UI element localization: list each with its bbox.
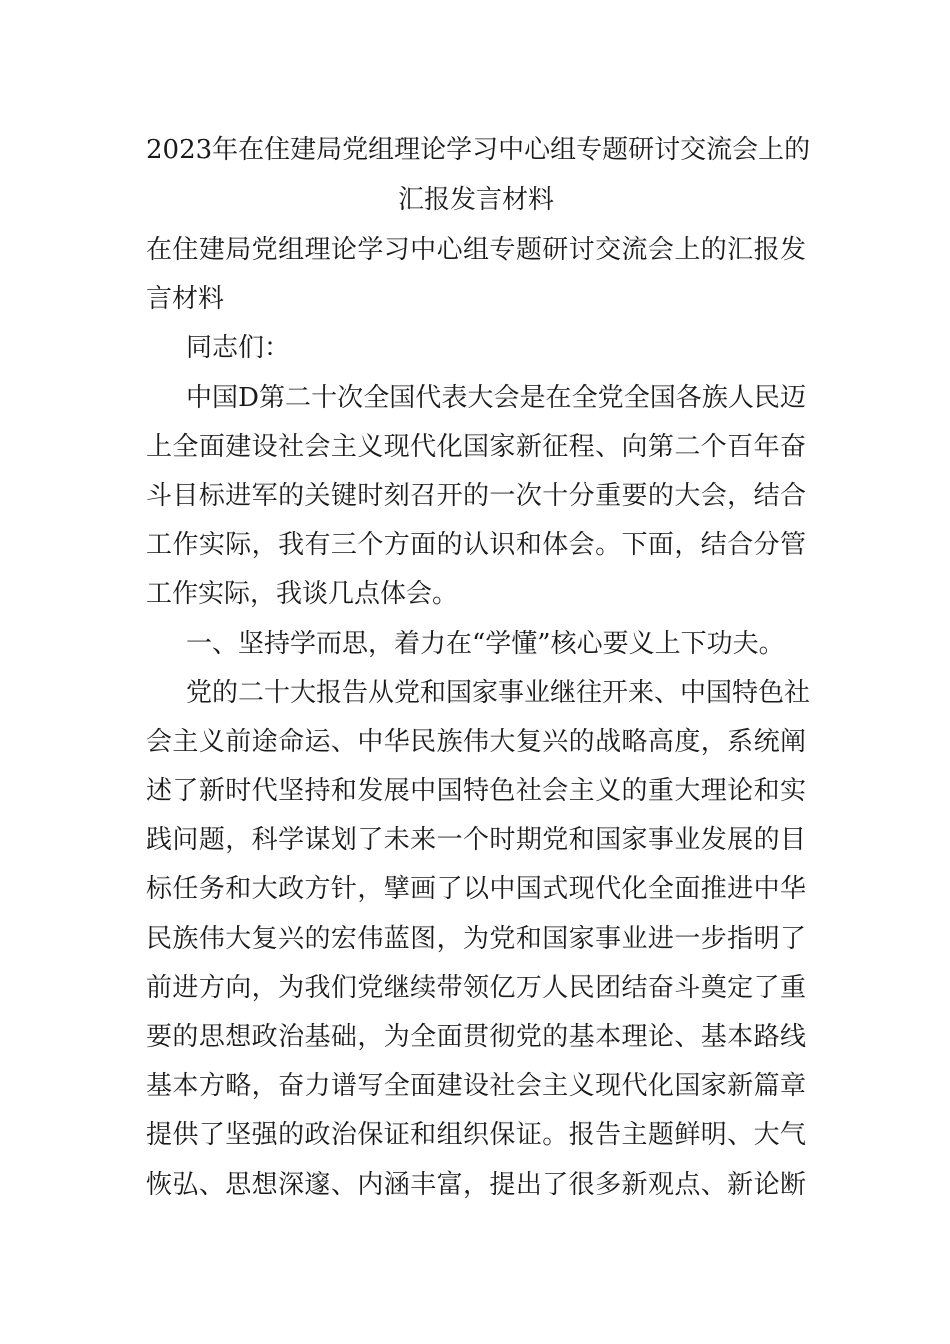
paragraph-line: 民族伟大复兴的宏伟蓝图，为党和国家事业进一步指明了 bbox=[146, 923, 806, 954]
paragraph-line: 提供了坚强的政治保证和组织保证。报告主题鲜明、大气 bbox=[146, 1120, 806, 1151]
paragraph-line: 基本方略，奋力谱写全面建设社会主义现代化国家新篇章 bbox=[146, 1071, 806, 1102]
paragraph-line: 前进方向，为我们党继续带领亿万人民团结奋斗奠定了重 bbox=[146, 972, 806, 1003]
paragraph-line: 述了新时代坚持和发展中国特色社会主义的重大理论和实 bbox=[146, 776, 806, 807]
paragraph-line: 会主义前途命运、中华民族伟大复兴的战略高度，系统阐 bbox=[146, 726, 806, 757]
paragraph-line: 恢弘、思想深邃、内涵丰富，提出了很多新观点、新论断 bbox=[146, 1169, 806, 1200]
paragraph-line: 斗目标进军的关键时刻召开的一次十分重要的大会，结合 bbox=[146, 480, 806, 511]
document-title-line-2: 汇报发言材料 bbox=[397, 185, 554, 215]
paragraph-line: 要的思想政治基础，为全面贯彻党的基本理论、基本路线 bbox=[146, 1022, 806, 1052]
paragraph-line: 工作实际，我有三个方面的认识和体会。下面，结合分管 bbox=[146, 530, 806, 561]
document-title-line-1: 2023年在住建局党组理论学习中心组专题研讨交流会上的 bbox=[146, 135, 811, 165]
section-heading: 一、坚持学而思，着力在“学懂”核心要义上下功夫。 bbox=[186, 628, 785, 659]
subtitle-line: 言材料 bbox=[146, 284, 225, 315]
paragraph-line: 工作实际，我谈几点体会。 bbox=[146, 579, 459, 610]
paragraph-line: 党的二十大报告从党和国家事业继往开来、中国特色社 bbox=[186, 677, 811, 708]
document-body bbox=[146, 232, 811, 1216]
paragraph-line: 践问题，科学谋划了未来一个时期党和国家事业发展的目 bbox=[146, 825, 806, 856]
subtitle-line: 在住建局党组理论学习中心组专题研讨交流会上的汇报发 bbox=[146, 235, 806, 265]
salutation: 同志们： bbox=[186, 333, 291, 364]
paragraph-line: 上全面建设社会主义现代化国家新征程、向第二个百年奋 bbox=[146, 431, 806, 462]
paragraph-line: 中国D第二十次全国代表大会是在全党全国各族人民迈 bbox=[186, 382, 806, 413]
paragraph-line: 标任务和大政方针，擘画了以中国式现代化全面推进中华 bbox=[146, 874, 806, 905]
